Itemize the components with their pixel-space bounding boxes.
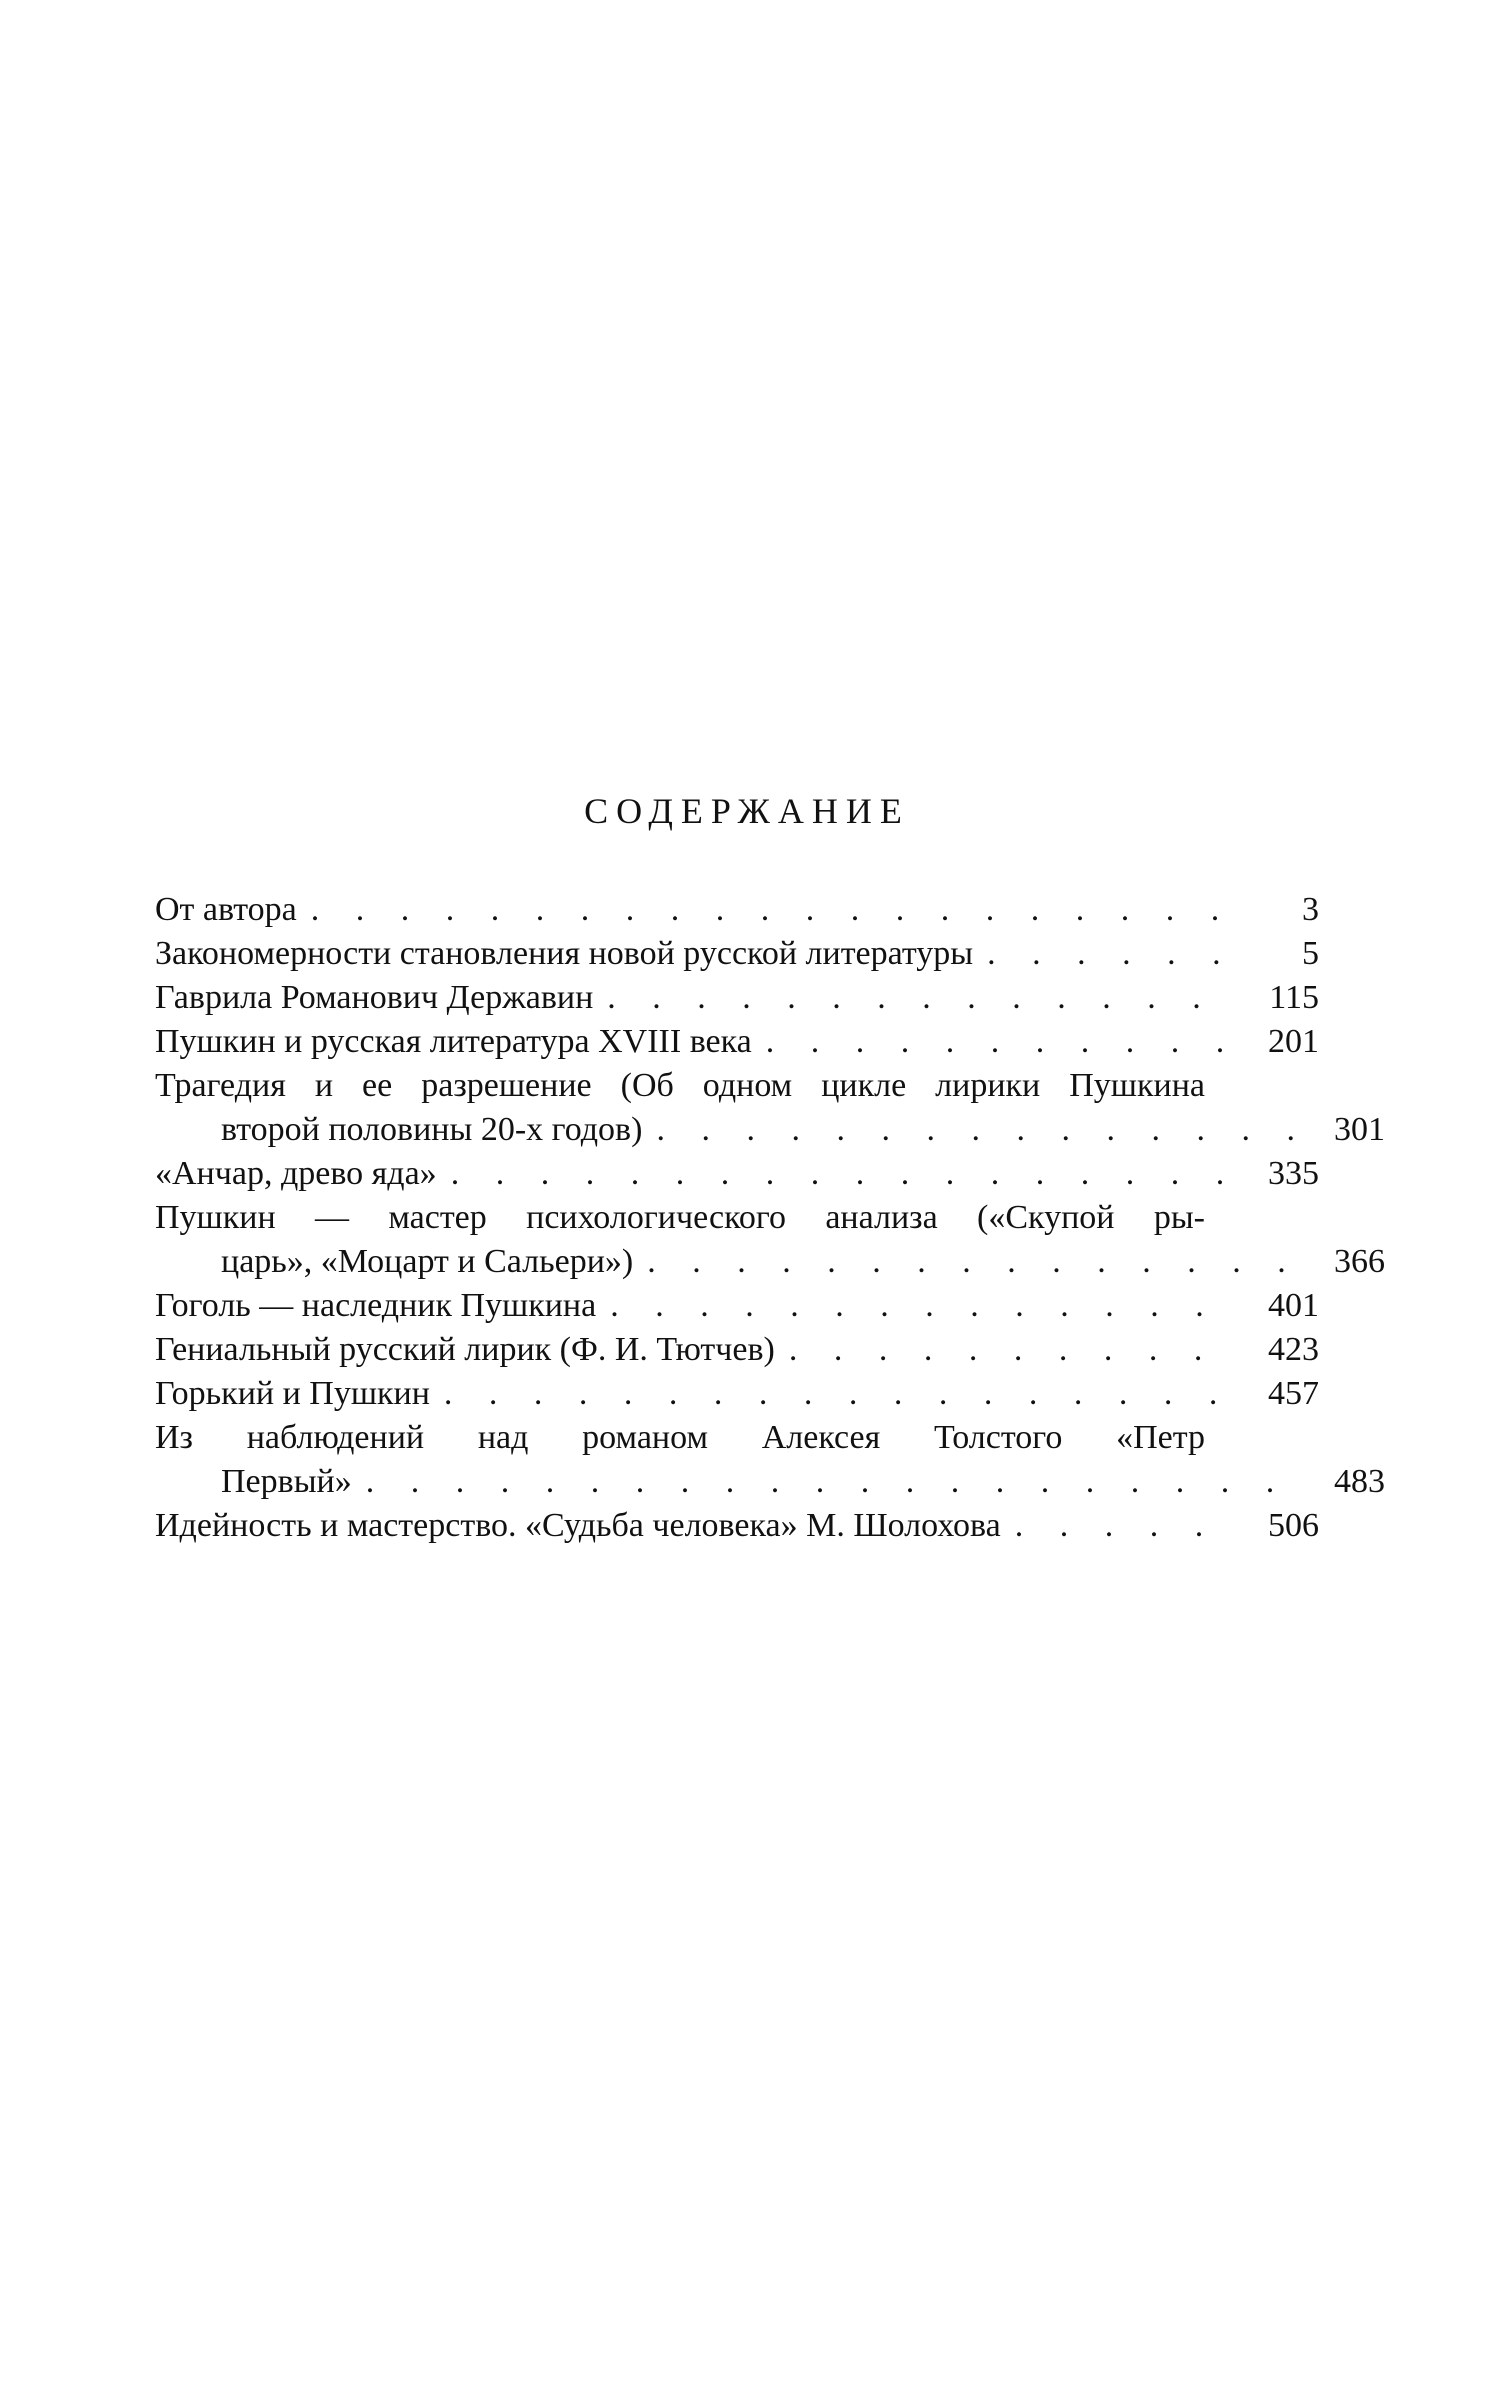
toc-entry <box>155 1284 1325 1328</box>
table-of-contents <box>155 888 1385 1548</box>
toc-entry-title: «Анчар, древо яда» <box>155 1155 437 1192</box>
toc-entry-title-line-1: Пушкин — мастер психологического анализа («Скупой ры- <box>155 1199 1205 1236</box>
dot-leader <box>1001 1504 1229 1548</box>
dot-leader <box>642 1108 1295 1152</box>
dot-leader <box>973 932 1229 976</box>
toc-entry-title: От автора <box>155 891 297 928</box>
toc-entry-page: 3 <box>1302 891 1319 928</box>
toc-entry-title: Закономерности становления новой русской литературы <box>155 935 974 972</box>
toc-entry-title-line-2: Первый» <box>221 1463 352 1500</box>
toc-entry-page: 483 <box>1334 1463 1385 1500</box>
toc-entry <box>155 1020 1325 1064</box>
toc-entry-title-line-1: Трагедия и ее разрешение (Об одном цикле лирики Пушкина <box>155 1067 1205 1104</box>
toc-entry-title: Гениальный русский лирик (Ф. И. Тютчев) <box>155 1331 775 1368</box>
dot-leader <box>430 1372 1229 1416</box>
toc-entry <box>155 888 1325 932</box>
toc-entry <box>155 932 1325 976</box>
toc-entry-page: 301 <box>1334 1111 1385 1148</box>
toc-entry <box>155 1372 1325 1416</box>
dot-leader <box>752 1020 1229 1064</box>
dot-leader <box>352 1460 1295 1504</box>
toc-entry-title: Гоголь — наследник Пушкина <box>155 1287 597 1324</box>
toc-entry-page: 5 <box>1302 935 1319 972</box>
toc-entry-page: 401 <box>1268 1287 1319 1324</box>
dot-leader <box>297 888 1229 932</box>
toc-entry-title: Гаврила Романович Державин <box>155 979 594 1016</box>
toc-entry <box>155 1504 1325 1548</box>
dot-leader <box>775 1328 1229 1372</box>
dot-leader <box>593 976 1229 1020</box>
toc-entry <box>155 976 1325 1020</box>
toc-entry-title: Пушкин и русская литература XVIII века <box>155 1023 752 1060</box>
toc-entry <box>155 1460 1391 1504</box>
toc-entry <box>155 1328 1325 1372</box>
toc-entry-title: Горький и Пушкин <box>155 1375 430 1412</box>
toc-entry-title-line-1: Из наблюдений над романом Алексея Толстого «Петр <box>155 1419 1205 1456</box>
toc-entry-title-line-2: царь», «Моцарт и Сальери») <box>221 1243 634 1280</box>
toc-entry <box>155 1108 1391 1152</box>
toc-entry-title-line-2: второй половины 20-х годов) <box>221 1111 643 1148</box>
contents-heading: СОДЕРЖАНИЕ <box>584 791 910 831</box>
toc-entry <box>155 1152 1325 1196</box>
dot-leader <box>633 1240 1295 1284</box>
toc-entry <box>155 1240 1391 1284</box>
toc-entry-page: 457 <box>1268 1375 1319 1412</box>
toc-entry-page: 201 <box>1268 1023 1319 1060</box>
toc-entry-page: 366 <box>1334 1243 1385 1280</box>
toc-entry-title: Идейность и мастерство. «Судьба человека» М. Шолохова <box>155 1507 1001 1544</box>
dot-leader <box>437 1152 1229 1196</box>
toc-entry-page: 115 <box>1269 979 1319 1016</box>
toc-entry-page: 335 <box>1268 1155 1319 1192</box>
toc-entry-page: 423 <box>1268 1331 1319 1368</box>
dot-leader <box>596 1284 1229 1328</box>
toc-entry-page: 506 <box>1268 1507 1319 1544</box>
